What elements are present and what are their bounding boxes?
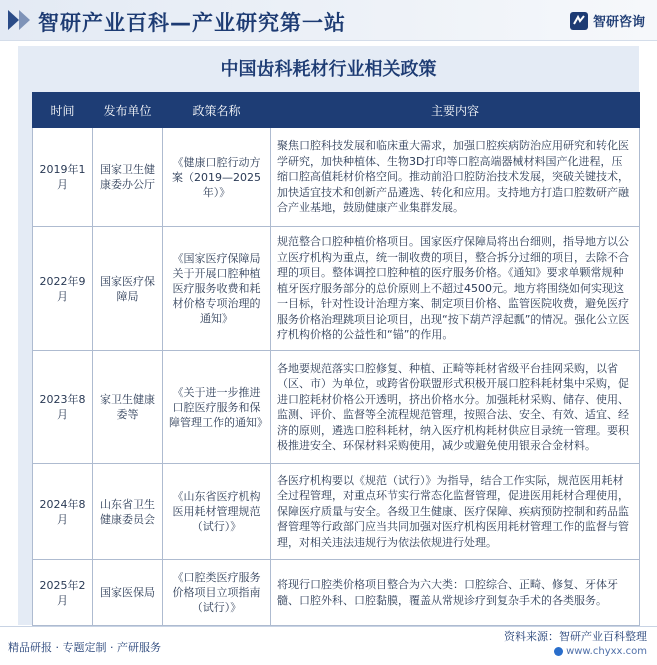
cell-policy: 《山东省医疗机构医用耗材管理规范（试行）》 bbox=[163, 464, 271, 560]
globe-icon bbox=[554, 647, 563, 656]
cell-publisher: 家卫生健康委等 bbox=[93, 351, 163, 464]
policy-table bbox=[32, 92, 640, 626]
cell-time: 2019年1月 bbox=[33, 128, 93, 227]
cell-content: 各地要规范落实口腔修复、种植、正畸等耗材省级平台挂网采购，以省（区、市）为单位，或跨省份联盟形式积极开展口腔科耗材集中采购，促进口腔耗材价格公开透明，挤出价格水分。加强耗材采购、储存、使用、监测、评价、监督等全流程规范管理，按照合法、安全、有效、适宜、经济的原则，遴选口腔科耗材，纳入医疗机构耗材供应目录统一管理。要积极推进安全、环保材料采购使用，减少或避免使用银汞合金材料。 bbox=[271, 351, 640, 464]
chevron-right-icon bbox=[19, 10, 30, 30]
footer-link[interactable] bbox=[554, 646, 647, 657]
top-banner bbox=[0, 0, 657, 41]
column-header-publisher: 发布单位 bbox=[93, 93, 163, 128]
cell-content: 聚焦口腔科技发展和临床重大需求，加强口腔疾病防治应用研究和转化医学研究，加快种植体、生物3D打印等口腔高端器械材料国产化进程，压缩口腔高值耗材价格空间。推动前沿口腔防治技术发展，突破关键技术，加快适宜技术和创新产品遴选、转化和应用。支持地方打造口腔数研产融合产业基地，鼓励健康产业集群发展。 bbox=[271, 128, 640, 227]
source-note: 资料来源：智研产业百科整理 bbox=[504, 630, 647, 643]
cell-time: 2022年9月 bbox=[33, 227, 93, 351]
cell-content: 各医疗机构要以《规范（试行）》为指导，结合工作实际，规范医用耗材全过程管理，对重点环节实行常态化监督管理，促进医用耗材合理使用，保障医疗质量与安全。各级卫生健康、医疗保障、疾病预防控制和药品监督管理等行政部门应当共同加强对医疗机构医用耗材管理工作的监督与管理，对相关违法违规行为依法依规进行处理。 bbox=[271, 464, 640, 560]
table-header-row bbox=[33, 93, 640, 128]
table-row bbox=[33, 560, 640, 626]
cell-time: 2023年8月 bbox=[33, 351, 93, 464]
footer-services: 精品研报 · 专题定制 · 产研服务 bbox=[8, 641, 161, 654]
table-row bbox=[33, 351, 640, 464]
cell-policy: 《口腔类医疗服务价格项目立项指南（试行）》 bbox=[163, 560, 271, 626]
cell-time: 2024年8月 bbox=[33, 464, 93, 560]
cell-content: 规范整合口腔种植价格项目。国家医疗保障局将出台细则，指导地方以公立医疗机构为重点，统一制收费的项目，整合拆分过细的项目，去除不合理的项目。整体调控口腔种植的医疗服务价格。《通知》要求单颗常规种植牙医疗服务部分的总价原则上不超过4500元。地方将围绕如何实现这一目标，针对性设计治理方案、制定项目价格、监管医院收费，避免医疗服务价格治理跳项目论项目，出现“按下葫芦浮起瓢”的情况。强化公立医疗机构价格的公益性和“锚”的作用。 bbox=[271, 227, 640, 351]
site-title: 智研产业百科—产业研究第一站 bbox=[38, 11, 346, 35]
cell-publisher: 国家医疗保障局 bbox=[93, 227, 163, 351]
column-header-time: 时间 bbox=[33, 93, 93, 128]
cell-time: 2025年2月 bbox=[33, 560, 93, 626]
column-header-policy: 政策名称 bbox=[163, 93, 271, 128]
footer-divider bbox=[0, 626, 657, 627]
chevron-right-icon bbox=[8, 10, 19, 30]
cell-policy: 《国家医疗保障局关于开展口腔种植医疗服务收费和耗材价格专项治理的通知》 bbox=[163, 227, 271, 351]
brand-logo-icon bbox=[570, 12, 588, 30]
footer bbox=[0, 626, 657, 665]
table-row bbox=[33, 128, 640, 227]
table-row bbox=[33, 227, 640, 351]
cell-content: 将现行口腔类价格项目整合为六大类：口腔综合、正畸、修复、牙体牙髓、口腔外科、口腔黏膜，覆盖从常规诊疗到复杂手术的各类服务。 bbox=[271, 560, 640, 626]
page-heading: 中国齿科耗材行业相关政策 bbox=[220, 59, 437, 80]
brand[interactable] bbox=[570, 11, 645, 30]
cell-policy: 《健康口腔行动方案（2019—2025年）》 bbox=[163, 128, 271, 227]
cell-publisher: 山东省卫生健康委员会 bbox=[93, 464, 163, 560]
cell-policy: 《关于进一步推进口腔医疗服务和保障管理工作的通知》 bbox=[163, 351, 271, 464]
cell-publisher: 国家卫生健康委办公厅 bbox=[93, 128, 163, 227]
footer-url[interactable]: www.chyxx.com bbox=[566, 646, 647, 657]
cell-publisher: 国家医保局 bbox=[93, 560, 163, 626]
table-row bbox=[33, 464, 640, 560]
column-header-content: 主要内容 bbox=[271, 93, 640, 128]
brand-name: 智研咨询 bbox=[592, 15, 645, 30]
